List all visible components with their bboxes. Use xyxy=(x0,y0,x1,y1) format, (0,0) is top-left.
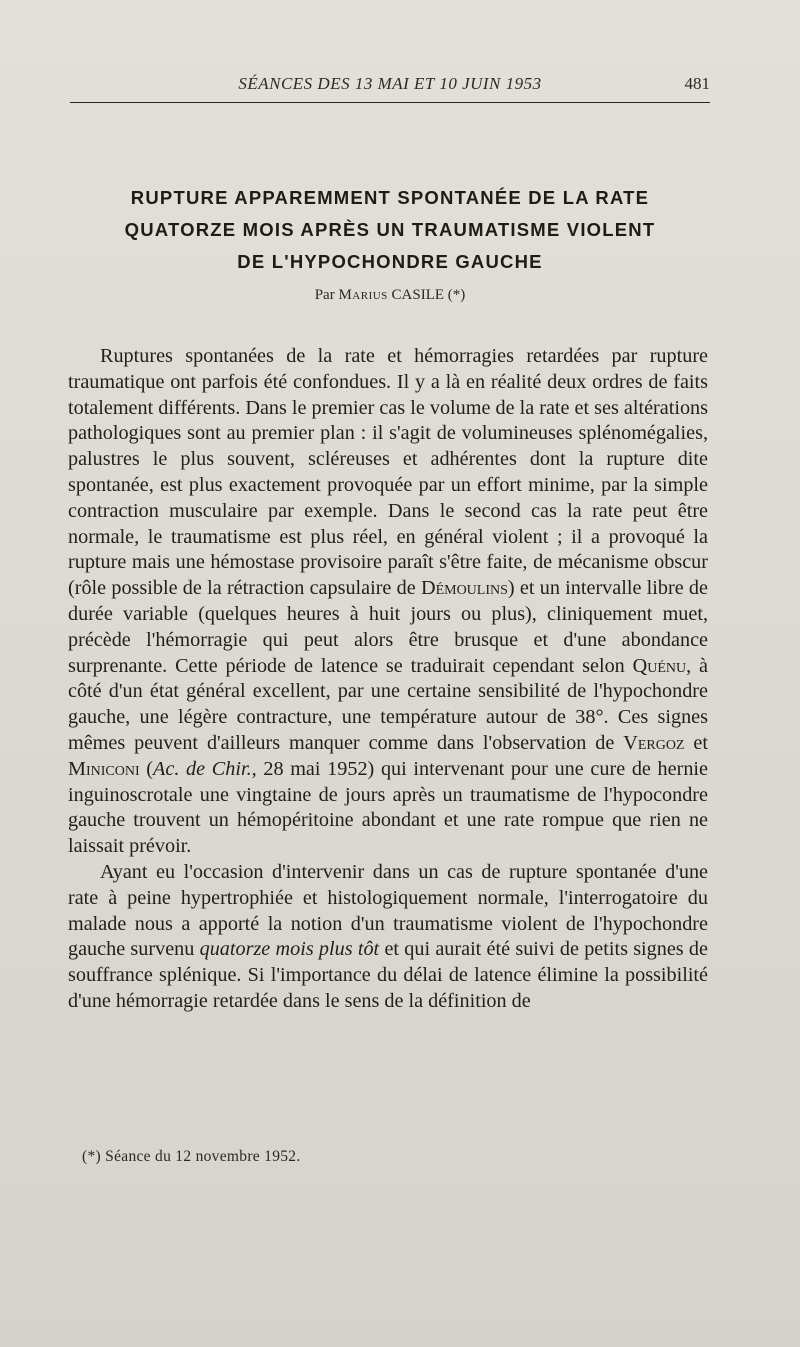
author-name-demoulins: Démoulins xyxy=(420,577,508,600)
author-name-miniconi: Miniconi xyxy=(68,757,140,780)
paragraph-2-part-2: et qui aurait été suivi de petits signes de souffrance splénique. Si l'importance du délai de latence élimine la possibilité d'une hémorragie retardée dans le sens de la définition de xyxy=(68,938,708,1012)
author-note-mark: (*) xyxy=(447,287,466,303)
paragraph-1-part-5: ( xyxy=(146,757,154,780)
journal-citation: Ac. de Chir. xyxy=(153,757,252,780)
paragraph-1-part-6: , 28 mai 1952) qui intervenant pour une cure de hernie inguinoscrotale une vingtaine de jours après un traumatisme de l'hypocondre gauche trouvent un hémopéritoine abondant et une rate rompue que rien ne laissait prévoir. xyxy=(68,757,709,858)
footnote-text: Séance du 12 novembre 1952. xyxy=(105,1148,301,1165)
paragraph-1-part-4: et xyxy=(693,731,708,754)
article-title xyxy=(70,182,710,278)
paragraph-1-part-1: Ruptures spontanées de la rate et hémorragies retardées par rupture traumatique ont parfois été confondues. Il y a là en réalité deux ordres de faits totalement différents. Dans le premier cas le volume de la rate et ses altérations pathologiques sont au premier plan : il s'agit de volumineuses splénomégalies, palustres le plus souvent, scléreuses et adhérentes dont la rupture dite spontanée, est plus exactement provoquée par un effort minime, par la simple contraction musculaire par exemple. Dans le second cas la rate peut être normale, le traumatisme est plus réel, en général violent ; il a provoqué la rupture mais une hémostase provisoire paraît s'être faite, de mécanisme obscur (rôle possible de la rétraction capsulaire de xyxy=(68,345,708,600)
paragraph-2-part-1: Ayant eu l'occasion d'intervenir dans un cas de rupture spontanée d'une rate à peine hypertrophiée et histologiquement normale, l'interrogatoire du malade nous a apporté la notion d'un traumatisme violent de l'hypochondre gauche survenu xyxy=(68,860,708,961)
byline-prefix: Par xyxy=(314,287,335,303)
title-line-3: DE L'HYPOCHONDRE GAUCHE xyxy=(237,251,543,272)
paragraph-1 xyxy=(68,344,708,860)
body-text xyxy=(68,344,708,1015)
author-first-name: Marius xyxy=(338,287,388,303)
title-line-1: RUPTURE APPAREMMENT SPONTANÉE DE LA RATE xyxy=(130,187,650,208)
paragraph-2 xyxy=(68,860,708,1015)
author-name-vergoz: Vergoz xyxy=(623,731,685,754)
emphasis-quatorze-mois: quatorze mois plus tôt xyxy=(199,938,380,961)
paragraph-1-part-2: ) et un intervalle libre de durée variable (quelques heures à huit jours ou plus), cliniquement muet, précède l'hémorragie qui peut alors être brusque et d'une abondance surprenante. Cette période de latence se traduirait cependant selon xyxy=(68,577,708,677)
title-line-2: QUATORZE MOIS APRÈS UN TRAUMATISME VIOLENT xyxy=(124,219,656,240)
byline xyxy=(70,287,710,304)
running-title: SÉANCES DES 13 MAI ET 10 JUIN 1953 xyxy=(238,74,542,93)
running-head xyxy=(70,68,710,103)
author-last-name: CASILE xyxy=(391,287,445,303)
page-number: 481 xyxy=(684,74,710,93)
paragraph-1-part-3: , à côté d'un état général excellent, par une certaine sensibilité de l'hypochondre gauche, une légère contracture, une température autour de 38°. Ces signes mêmes peuvent d'ailleurs manquer comme dans l'observation de xyxy=(68,654,709,754)
author-name-quenu: Quénu xyxy=(632,654,687,677)
footnote xyxy=(82,1148,301,1166)
footnote-mark: (*) xyxy=(82,1148,101,1165)
